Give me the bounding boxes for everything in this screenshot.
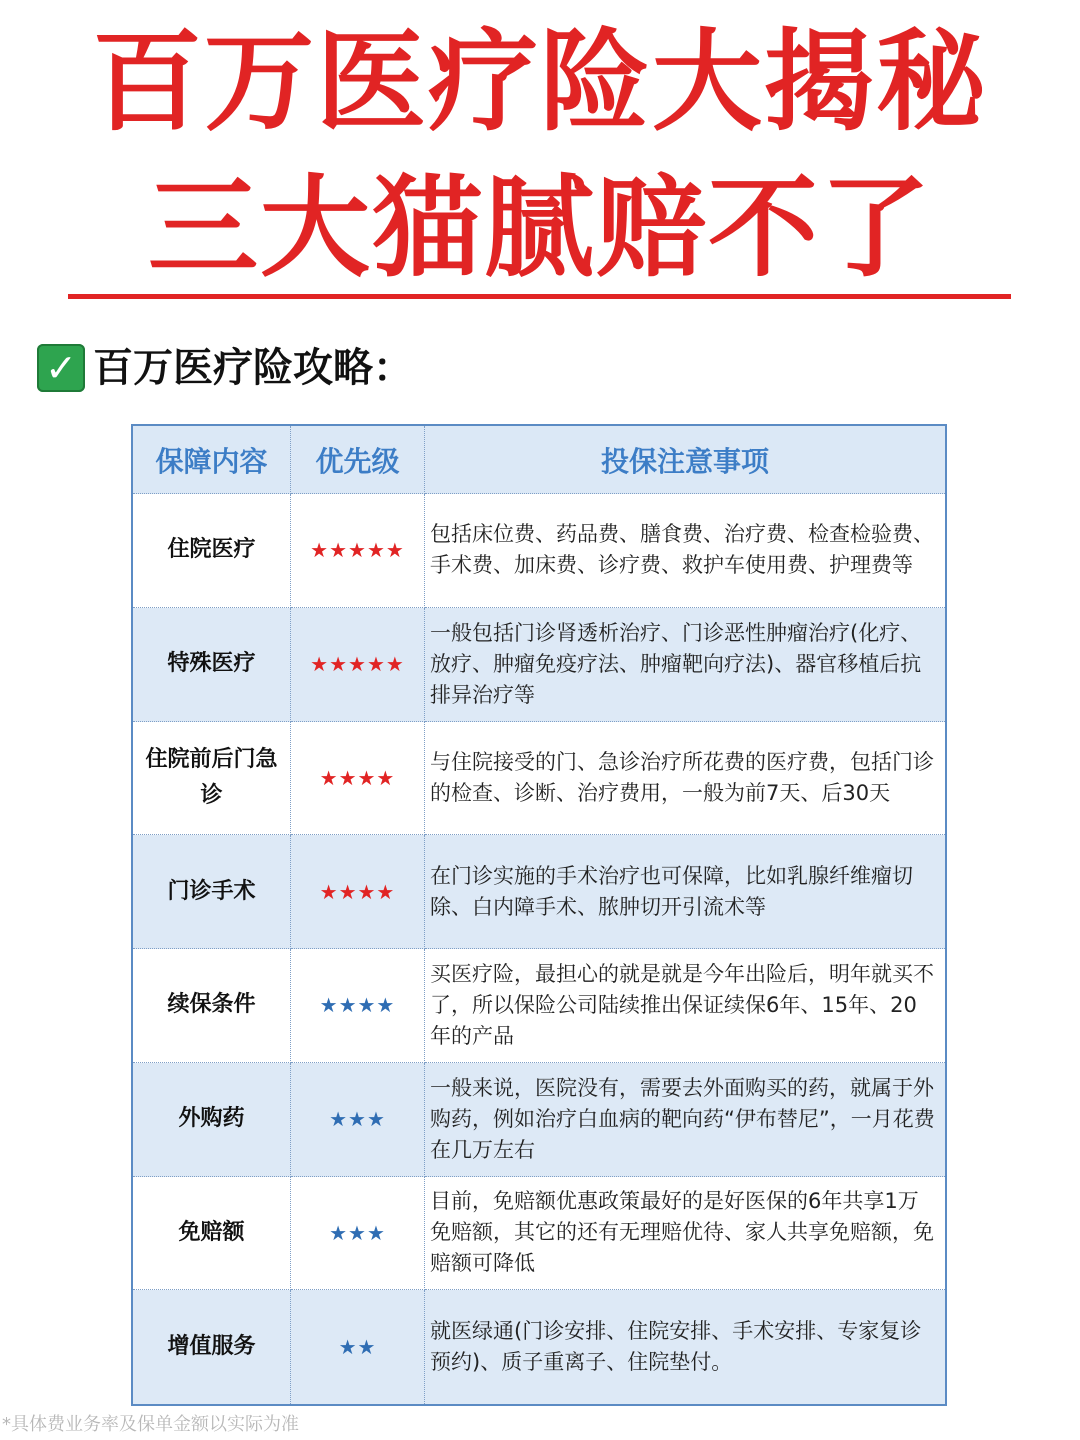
priority-stars-icon: ★★★ [329, 1220, 386, 1245]
notes-cell: 与住院接受的门、急诊治疗所花费的医疗费，包括门诊的检查、诊断、治疗费用，一般为前7天、后30天 [425, 722, 945, 836]
coverage-item-cell: 住院前后门急诊 [133, 722, 291, 836]
priority-stars-icon: ★★ [338, 1335, 377, 1360]
main-title-line-1: 百万医疗险大揭秘 [92, 18, 988, 146]
priority-stars-cell [291, 722, 425, 836]
coverage-item-cell: 增值服务 [133, 1290, 291, 1404]
notes-cell: 一般包括门诊肾透析治疗、门诊恶性肿瘤治疗(化疗、放疗、肿瘤免疫疗法、肿瘤靶向疗法)、器官移植后抗排异治疗等 [425, 608, 945, 722]
notes-cell: 在门诊实施的手术治疗也可保障，比如乳腺纤维瘤切除、白内障手术、脓肿切开引流术等 [425, 835, 945, 949]
coverage-table [131, 424, 947, 1406]
notes-cell: 买医疗险，最担心的就是就是今年出险后，明年就买不了，所以保险公司陆续推出保证续保6年、15年、20年的产品 [425, 949, 945, 1063]
priority-stars-icon: ★★★★★ [310, 652, 405, 677]
priority-stars-icon: ★★★ [329, 1107, 386, 1132]
coverage-item-cell: 免赔额 [133, 1177, 291, 1291]
notes-cell: 包括床位费、药品费、膳食费、治疗费、检查检验费、手术费、加床费、诊疗费、救护车使用费、护理费等 [425, 494, 945, 608]
priority-stars-cell [291, 1063, 425, 1177]
title-divider [68, 294, 1011, 299]
notes-cell: 一般来说，医院没有，需要去外面购买的药，就属于外购药，例如治疗白血病的靶向药“伊布替尼”，一月花费在几万左右 [425, 1063, 945, 1177]
notes-cell: 就医绿通(门诊安排、住院安排、手术安排、专家复诊预约)、质子重离子、住院垫付。 [425, 1290, 945, 1404]
notes-cell: 目前，免赔额优惠政策最好的是好医保的6年共享1万免赔额，其它的还有无理赔优待、家人共享免赔额，免赔额可降低 [425, 1177, 945, 1291]
priority-stars-icon: ★★★★★ [310, 538, 405, 563]
coverage-item-cell: 门诊手术 [133, 835, 291, 949]
priority-stars-cell [291, 1177, 425, 1291]
header-priority: 优先级 [291, 426, 425, 494]
priority-stars-cell [291, 835, 425, 949]
section-heading-text: 百万医疗险攻略： [93, 345, 413, 391]
priority-stars-icon: ★★★★ [319, 879, 396, 904]
footnote: *具体费业务率及保单金额以实际为准 [2, 1414, 299, 1435]
main-title-line-2: 三大猫腻赔不了 [148, 164, 932, 292]
priority-stars-cell [291, 1290, 425, 1404]
header-notes: 投保注意事项 [425, 426, 945, 494]
check-mark-icon: ✓ [37, 344, 85, 392]
coverage-item-cell: 住院医疗 [133, 494, 291, 608]
priority-stars-cell [291, 949, 425, 1063]
coverage-item-cell: 续保条件 [133, 949, 291, 1063]
priority-stars-cell [291, 494, 425, 608]
priority-stars-cell [291, 608, 425, 722]
coverage-item-cell: 特殊医疗 [133, 608, 291, 722]
priority-stars-icon: ★★★★ [319, 765, 396, 790]
header-coverage-item: 保障内容 [133, 426, 291, 494]
priority-stars-icon: ★★★★ [319, 993, 396, 1018]
section-heading [37, 342, 413, 394]
coverage-item-cell: 外购药 [133, 1063, 291, 1177]
